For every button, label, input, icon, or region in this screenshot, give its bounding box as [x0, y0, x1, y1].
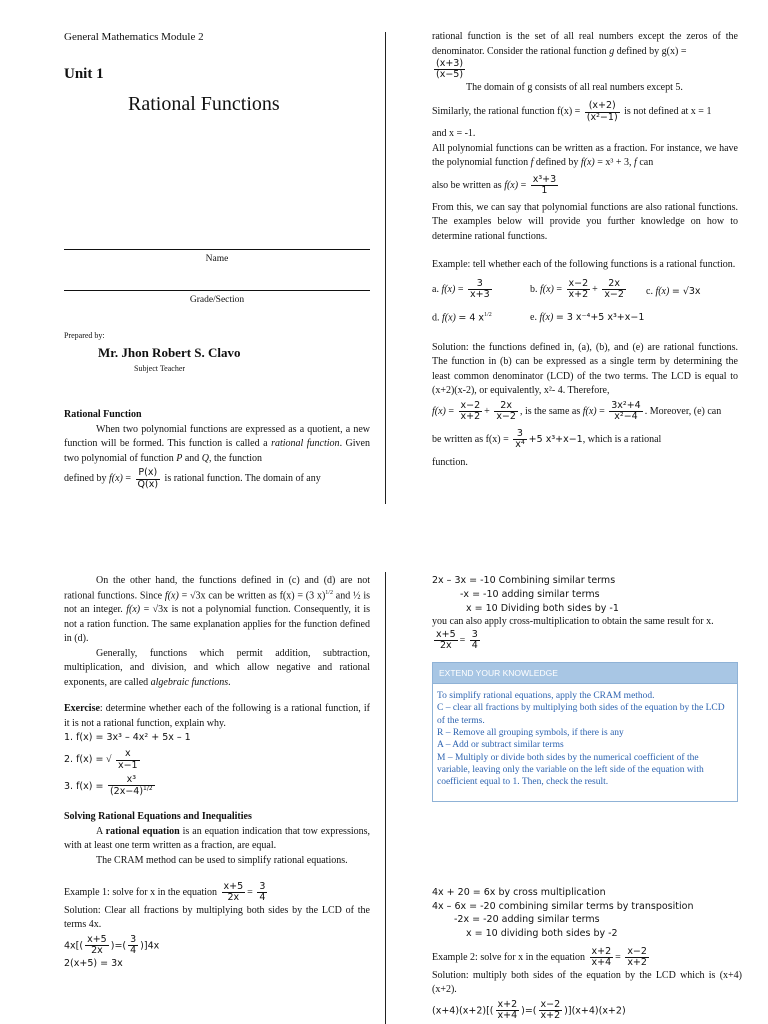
paragraph: Example 1: solve for x in the equation $\frac{x+5}{2x}$ = $\frac{3}{4}$ — [64, 881, 266, 904]
section-heading: Rational Function — [64, 409, 142, 421]
paragraph: Generally, functions which permit addition, subtraction, multiplication, and division, and which allow negative and rational exponents, are called algebraic functions. — [64, 647, 370, 688]
paragraph: The domain of g consists of all real numbers except 5. — [466, 81, 683, 93]
teacher-role: Subject Teacher — [134, 363, 186, 373]
grade-label: Grade/Section — [189, 295, 245, 306]
paragraph: From this, we can say that polynomial functions are also rational functions. The examples below will provide you further knowledge on how to determine rational functions. — [432, 201, 738, 242]
fraction: $\frac{\text{x³+3}}{1}$ — [532, 173, 557, 197]
fraction: $\frac{\text{3x²+4}}{\text{x²−4}}$ — [611, 399, 641, 423]
prepared-by-label: Prepared by: — [64, 331, 105, 341]
section-heading: Solving Rational Equations and Inequalities — [64, 811, 252, 822]
equation-step: 4x – 6x = -20 combining similar terms by transposition — [432, 900, 694, 912]
paragraph: The CRAM method can be used to simplify rational equations. — [96, 854, 348, 866]
equation-step: -x = -10 adding similar terms — [460, 588, 600, 600]
fraction: $\frac{\text{x³}}{(2x-4)^{1/2}}$ — [109, 773, 153, 798]
fraction: $\frac{2x}{x-2}$ — [496, 399, 516, 423]
name-line — [64, 249, 370, 250]
paragraph: be written as f(x) = $\frac{3}{\text{x⁴}}$ +5 x³+x−1, which is a rational — [432, 427, 662, 450]
fraction: $\frac{3}{4}$ — [130, 933, 137, 957]
column-divider — [385, 572, 386, 1024]
equation-step: 2x – 3x = -10 Combining similar terms — [432, 575, 616, 586]
fraction-line — [432, 59, 738, 81]
exercise-item: 2. f(x) = √ $\frac{x}{x-1}$ — [64, 748, 138, 771]
paragraph: Example 2: solve for x in the equation $\frac{x+2}{x+4}$ = $\frac{x-2}{x+2}$ — [432, 945, 647, 969]
definition-line: defined by f(x) = $\frac{P(x)}{Q(x)}$ is rational function. The domain of any — [64, 467, 321, 490]
exercise-item: 3. f(x) = $\frac{\text{x³}}{(2x-4)^{1/2}}$ — [64, 773, 153, 798]
grade-line — [64, 290, 370, 291]
example-list — [432, 279, 738, 331]
top-right-column — [432, 30, 738, 471]
fraction: $\frac{x-2}{x+2}$ — [460, 399, 481, 423]
fraction: $\frac{x-2}{x+2}$ — [627, 945, 647, 969]
fraction: $\frac{x+5}{2x}$ — [436, 628, 456, 652]
bottom-right-column — [432, 574, 742, 1022]
example-c: c. f(x) = √3x — [646, 285, 701, 297]
fraction: $\frac{x+5}{2x}$ — [223, 881, 244, 904]
fraction: $\frac{3}{4}$ — [471, 628, 478, 652]
fraction: $\frac{x-2}{x+2}$ — [540, 998, 561, 1022]
equation-step: (x+4)(x+2)[( $\frac{x+2}{x+4}$ )=( $\frac{x-2}{x+2}$ )](x+4)(x+2) — [432, 998, 626, 1022]
fraction: $\frac{3}{4}$ — [259, 881, 266, 904]
top-left-column — [64, 30, 370, 490]
fraction: $\frac{3}{x+3}$ — [469, 277, 490, 301]
paragraph: A rational equation is an equation indication that tow expressions, with at least one term written as a fraction, are equal. — [64, 825, 371, 851]
paragraph: and x = -1. — [432, 128, 476, 140]
module-label: General Mathematics Module 2 — [64, 31, 204, 43]
fraction: $\frac{x+5}{2x}$ — [87, 933, 107, 957]
example-a: a. f(x) = $\frac{3}{x+3}$ — [432, 277, 490, 301]
paragraph: Solution: multiply both sides of the equation by the LCD which is (x+4)(x+2). — [432, 969, 742, 996]
exercise-intro: Exercise: determine whether each of the following is a rational function, if it is not a rational function, explain why. — [64, 703, 370, 729]
column-divider — [385, 32, 386, 504]
paragraph: function. — [432, 457, 468, 469]
paragraph: When two polynomial functions are expressed as a quotient, a new function will be formed. This function is called a rational function. Given two polynomial of function P and Q, the function — [64, 423, 370, 464]
paragraph: Solution: the functions defined in, (a), (b), and (e) are rational functions. The function in (b) can be expressed as a single term by determining the least common denominator (LCD) of the two terms. The LCD is equal to (x+2)(x-2), or equivalently, x²- 4. Therefore, — [432, 341, 738, 397]
fraction: $\frac{x+2}{x+4}$ — [497, 998, 518, 1022]
equation-step: x = 10 dividing both sides by -2 — [466, 928, 618, 940]
equation-step: 4x + 20 = 6x by cross multiplication — [432, 886, 606, 898]
fraction: $\frac{(x+3)}{(x-5)}$ — [436, 58, 464, 81]
teacher-name: Mr. Jhon Robert S. Clavo — [98, 344, 241, 360]
fraction: $\frac{x+2}{x+4}$ — [591, 945, 612, 969]
equation-step: x = 10 Dividing both sides by -1 — [466, 602, 619, 614]
extend-knowledge-body: To simplify rational equations, apply the CRAM method. C – clear all fractions by multiplying both sides of the equation by the LCD of the terms. R – Remove all grouping symbols, if there is any A – Add or subtract similar terms M – Multiply or divide both sides by the numerical coefficient of the variable, leaving only the variable on the left side of the equation with coefficient equal to 1. Then, check the result. — [432, 684, 738, 802]
page-title: Rational Functions — [128, 92, 280, 115]
paragraph: Similarly, the rational function f(x) = $\frac{(x+2)}{\text{(x²−1)}}$ is not defined at x = 1 — [432, 100, 712, 123]
paragraph: you can also apply cross-multiplication to obtain the same result for x. — [432, 616, 714, 628]
equation-step: 2(x+5) = 3x — [64, 957, 123, 969]
equation-step: 4x[( $\frac{x+5}{2x}$ )=( $\frac{3}{4}$ )]4x — [64, 933, 160, 957]
paragraph: rational function is the set of all real numbers except the zeros of the denominator. Consider the rational function g defined by g(x) = — [432, 31, 738, 57]
example-e: e. f(x) = 3 x⁻⁴+5 x³+x−1 — [530, 311, 645, 323]
exercise-item: 1. f(x) = 3x³ – 4x² + 5x – 1 — [64, 732, 191, 744]
paragraph: Solution: Clear all fractions by multiplying both sides by the LCD of the terms 4x. — [64, 904, 370, 931]
paragraph: All polynomial functions can be written as a fraction. For instance, we have the polynomial function f defined by f(x) = x³ + 3, f can — [432, 142, 738, 169]
fraction: $\frac{x}{x-1}$ — [117, 748, 138, 771]
fraction: $\frac{x-2}{x+2}$ — [568, 277, 589, 301]
equation-step: -2x = -20 adding similar terms — [454, 914, 600, 926]
paragraph: Example: tell whether each of the following functions is a rational function. — [432, 259, 736, 271]
unit-heading: Unit 1 — [64, 65, 104, 82]
paragraph: f(x) = $\frac{x-2}{x+2}$ + $\frac{2x}{x-2}$ , is the same as f(x) = $\frac{\text{3x²+4}}{\text{x²−4}}$ . Moreover, (e) can — [432, 399, 722, 423]
fraction: $\frac{2x}{x-2}$ — [604, 277, 624, 301]
example-d: d. f(x) = 4 $x^{1/2}$ — [432, 311, 492, 323]
paragraph: also be written as f(x) = $\frac{\text{x³+3}}{1}$ — [432, 173, 557, 197]
example-b: b. f(x) = $\frac{x-2}{x+2}$ + $\frac{2x}{x-2}$ — [530, 277, 624, 301]
fraction: $\frac{(x+2)}{\text{(x²−1)}}$ — [586, 100, 618, 123]
bottom-left-column — [64, 574, 370, 971]
extend-knowledge-box — [432, 662, 738, 802]
fraction: $\frac{3}{\text{x⁴}}$ — [515, 427, 525, 450]
fraction: $\frac{P(x)}{Q(x)}$ — [137, 467, 159, 490]
name-label: Name — [205, 253, 229, 264]
paragraph: On the other hand, the functions defined in (c) and (d) are not rational functions. Since f(x) = √3x can be written as f(x) = (3 x)$^{1/2}$ and ½ is not an integer. f(x) = √3x is not a polynomial function. Consequently, it is not a ration function. The same explanation applies for the function defined in (d). — [64, 575, 370, 645]
equation-step: $\frac{x+5}{2x}$ = $\frac{3}{4}$ — [436, 628, 478, 652]
extend-knowledge-header: EXTEND YOUR KNOWLEDGE — [432, 662, 738, 684]
